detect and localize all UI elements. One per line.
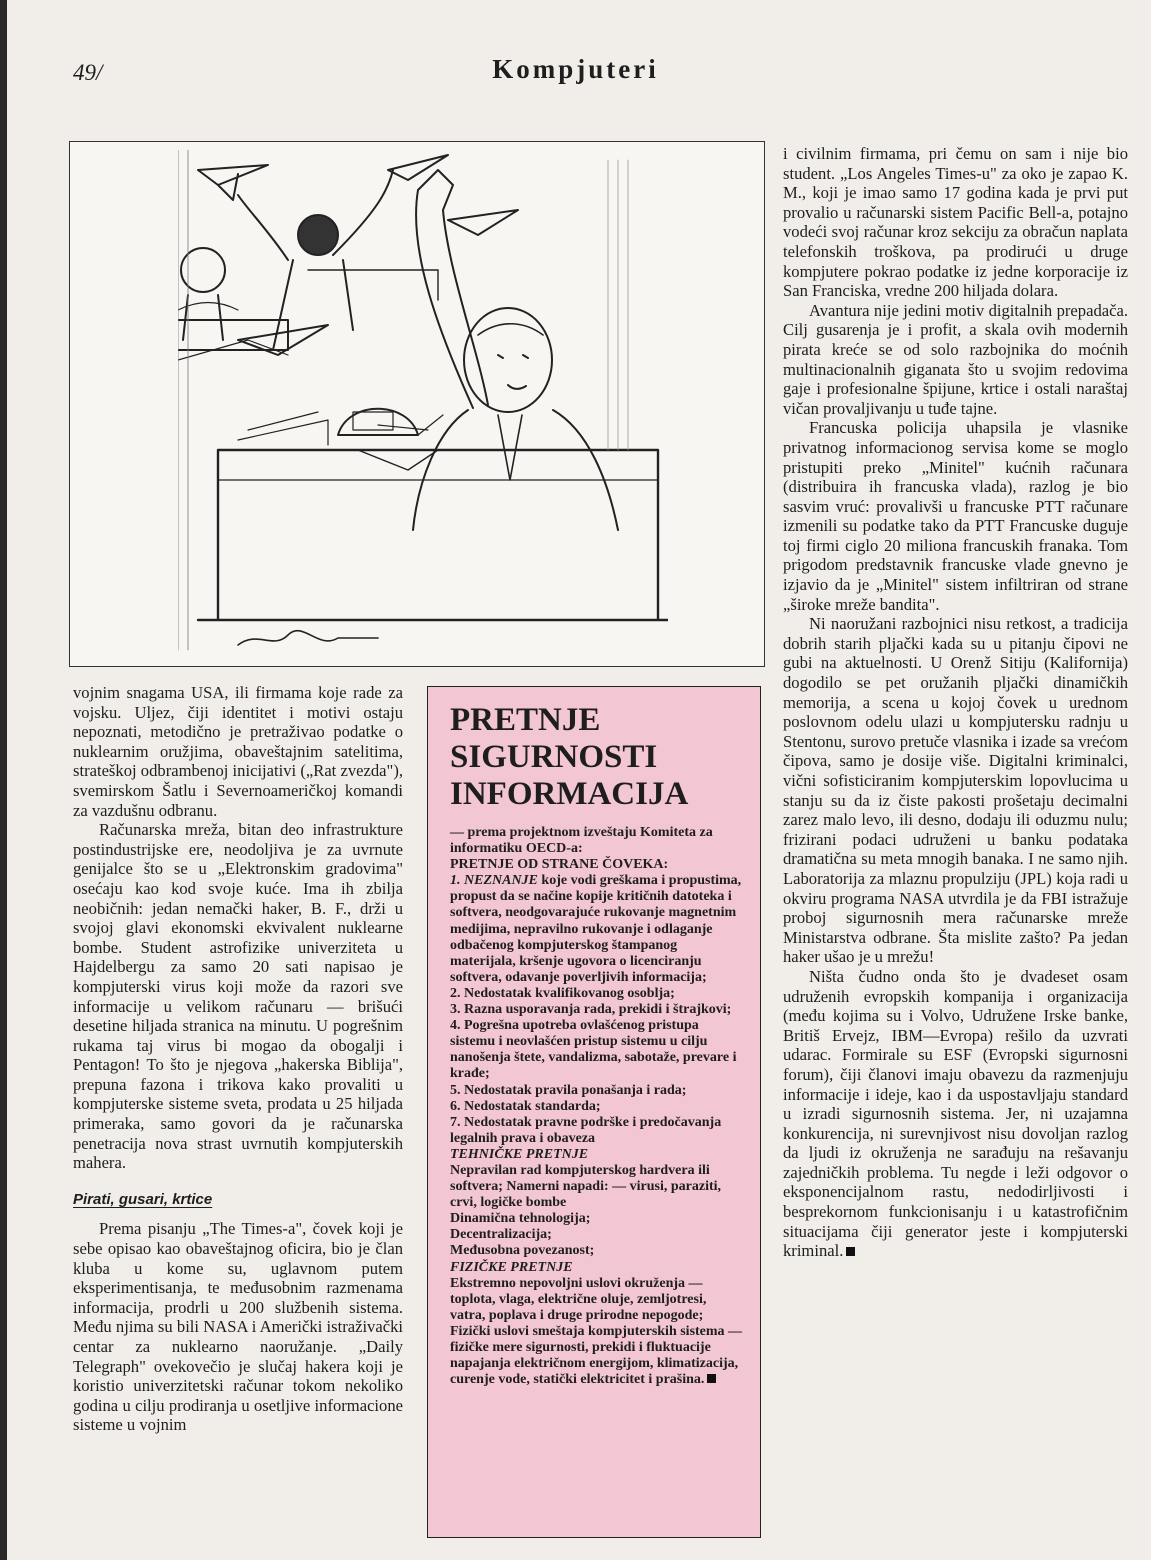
page-edge xyxy=(0,0,7,1560)
end-mark-icon xyxy=(707,1374,716,1383)
sidebar-box xyxy=(427,686,761,1538)
box-item-2: 2. Nedostatak kvalifikovanog osoblja; xyxy=(450,985,675,1001)
box-item-3: 3. Razna usporavanja rada, prekidi i štrajkovi; xyxy=(450,1002,732,1018)
box-heading-human: PRETNJE OD STRANE ČOVEKA: xyxy=(450,857,669,873)
box-title: PRETNJE SIGURNOSTI INFORMACIJA xyxy=(450,702,689,812)
right-paragraph-4: Ni naoružani razbojnici nisu retkost, a tradicija dobrih starih pljački kada su u pitanju čipovi ne gubi na aktuelnosti. U Orenž Sitiju (Kalifornija) dogodilo se pet oružanih pljački dinamičkih memorija, a scena u kojoj čovek u urednom poslovnom odelu ulazi u kompjutersku radnju u Stentonu, surovo pretuče vlasnika i izade sa vrećom čipova, samo je dosije više. Digitalni kriminalci, vični sofisticiranim kompjuterskim lopovlucima u stanju su da iz čiste pakosti prošetaju decimalni zarez malo levo, ili desno, dodaju ili oduzmu nulu; frizirani podaci udruženi u banku podataka dramatična su meta mnogih banaka. I ne samo njih. Laboratorija za mlaznu propulziju (JPL) koja radi u okviru programa NASA utvrdila je da FBI istražuje proboj sigurnosnih mera računarske mreže Ministarstva odbrane. Šta mislite zašto? Pa jedan haker ušao je u mrežu! xyxy=(783,614,1128,967)
box-phys-2 xyxy=(450,1324,744,1388)
subheading: Pirati, gusari, krtice xyxy=(73,1190,213,1208)
box-phys-1: Ekstremno nepovoljni uslovi okruženja — toplota, vlaga, električne oluje, zemljotresi, vatra, poplava i druge prirodne nepogode; xyxy=(450,1275,707,1323)
right-column xyxy=(783,144,1128,1261)
end-mark-icon xyxy=(846,1247,855,1256)
right-paragraph-3: Francuska policija uhapsila je vlasnike privatnog informacionog servisa kome se moglo pristupiti preko „Minitel" kućnih računara (distribuira ih francuska vlada), razlog je bio sasvim vruć: provalivši u francuske PTT računare izmenili su podatke tako da PTT Francuske duguje toj firmi ciglo 20 miliona francuskih franaka. Tom prigodom predstavnik francuske vlade gnevno je izjavio da je „Minitel" sistem infiltriran od strane „široke mreže bandita". xyxy=(783,418,1128,614)
box-phys-2-text: Fizički uslovi smeštaja kompjuterskih sistema — fizičke mere sigurnosti, prekidi i fluktuacije napajanja električnom energijom, klimatizacija, curenje vode, statički elektricitet i prašina. xyxy=(450,1323,743,1388)
left-column xyxy=(73,683,403,1435)
box-intro: — prema projektnom izveštaju Komiteta za informatiku OECD-a: xyxy=(450,825,713,857)
box-heading-technical: TEHNIČKE PRETNJE xyxy=(450,1146,589,1162)
left-paragraph-3: Prema pisanju „The Times-a", čovek koji je sebe opisao kao obaveštajnog oficira, bio je član kluba u kome su, uglavnom putem eksperimentisanja, te međusobnim razmenama informacija, prodrli u 200 službenih sistema. Među njima su bili NASA i Američki istraživački centar za nuklearno naoružanje. „Daily Telegraph" ovekovečio je slučaj hakera koji je koristio univerzitetski računar tokom nekoliko godina u cilju prodiranja u osetljive informacione sisteme u vojnim xyxy=(73,1219,403,1435)
box-item-5: 5. Nedostatak pravila ponašanja i rada; xyxy=(450,1082,687,1098)
page-number: 49/ xyxy=(73,60,103,85)
cartoon-illustration xyxy=(69,141,765,667)
box-item-1-lead: 1. NEZNANJE xyxy=(450,873,538,889)
box-item-1-text: koje vodi greškama i propustima, propust da se načine kopije kritičnih datoteka i softvera, neodgovarajuće rukovanje magnetnim medijima, nepravilno rukovanje i odlaganje odbačenog kompjuterskog štampanog materijala, kršenje ugovora o licenciranju softvera, odavanje poverljivih informacija; xyxy=(450,873,742,985)
right-paragraph-1: i civilnim firmama, pri čemu on sam i nije bio student. „Los Angeles Times-u" za oko je zapao K. M., koji je imao samo 17 godina kada je prvi put provalio u računarski sistem Pacific Bell-a, potajno vodeći svoj računar kroz sekciju za obračun naplata telefonskih troškova, pa prodirući u druge kompjutere pokrao podatke iz jedne korporacije iz San Franciska, vredne 200 hiljada dolara. xyxy=(783,144,1128,301)
box-heading-physical: FIZIČKE PRETNJE xyxy=(450,1259,573,1275)
cartoon-drawing xyxy=(178,150,668,660)
box-item-6: 6. Nedostatak standarda; xyxy=(450,1098,601,1114)
left-paragraph-2: Računarska mreža, bitan deo infrastrukture postindustrijske ere, neodoljiva je za uvrnute genijalce što se u „Elektronskim gradovima" osećaju kao kod svoje kuće. Ima ih zbilja neobičnih: jedan nemački haker, B. F., drži u svojoj glavi ekonomski ekvivalent nuklearne bombe. Student astrofizike univerziteta u Hajdelbergu za samo 20 sati napisao je kompjuterski virus koji može da razori sve informacije u velikom računaru — brišući desetine hiljada stranica na minutu. U pogrešnim rukama taj virus bi mogao da obogalji i Pentagon! To što je njegova „hakerska Biblija", prepuna fazona i trikova kako provaliti u kompjuterske sisteme sveta, prodata u 25 hiljada primeraka, samo govori da je računarska penetracija nova strast uvrnutih kompjuterskih mahera. xyxy=(73,820,403,1173)
left-paragraph-1: vojnim snagama USA, ili firmama koje rade za vojsku. Uljez, čiji identitet i motivi ostaju nepoznati, metodično je pretraživao podatke o nuklearnim oružjima, obaveštajnim satelitima, strateškoj odbrambenoj inicijativi („Rat zvezda"), svemirskom Šatlu i Severnoameričkoj komandi za vazdušnu odbranu. xyxy=(73,683,403,820)
box-tech-3: Decentralizacija; xyxy=(450,1227,552,1243)
section-title: Kompjuteri xyxy=(492,54,659,84)
right-paragraph-2: Avantura nije jedini motiv digitalnih prepadača. Cilj gusarenja je i profit, a skala ovih modernih pirata kreće se od solo razbojnika do moćnih multinacionalnih giganata što u svojim redovima gaje i profesionalne špijune, krtice i ostali naraštaj vičan provaljivanju u tuđe tajne. xyxy=(783,300,1128,418)
right-paragraph-5 xyxy=(783,967,1128,1261)
right-paragraph-5-text: Ništa čudno onda što je dvadeset osam udruženih evropskih kompanija i organizacija (među kojima su i Volvo, Udružene Irske banke, Britiš Ervejz, IBM—Evropa) rešilo da uzvrati udarac. Formirale su ESF (Evropski sigurnosni forum), čiji članovi imaju obavezu da razmenjuju informacije i ideje, kao i da uspostavljaju standard u izradi sigurnosnih sistema. Jer, ni uzajamna konkurencija, ni surevnjivost nisu dovoljan razlog da ljudi iz okruženja ne sarađuju na rešavanju zajedničkih problema. Tu negde i leži odgovor o eksponencijalnom rastu, nedodirljivosti i besprekornom funkcionisanju i u katastrofičnim situacijama čiji generator jeste i kompjuterski kriminal. xyxy=(783,966,1128,1261)
box-tech-4: Međusobna povezanost; xyxy=(450,1243,595,1259)
box-tech-2: Dinamična tehnologija; xyxy=(450,1211,591,1227)
box-item-7: 7. Nedostatak pravne podrške i predočavanja legalnih prava i obaveza xyxy=(450,1114,722,1146)
box-tech-1: Nepravilan rad kompjuterskog hardvera ili softvera; Namerni napadi: — virusi, paraziti, crvi, logičke bombe xyxy=(450,1162,722,1211)
box-body xyxy=(450,825,744,1388)
box-item-1 xyxy=(450,873,744,986)
box-item-4: 4. Pogrešna upotreba ovlašćenog pristupa sistemu i neovlašćen pristup sistemu u cilju nanošenja štete, vandalizma, sabotaže, prevare i krađe; xyxy=(450,1018,737,1082)
